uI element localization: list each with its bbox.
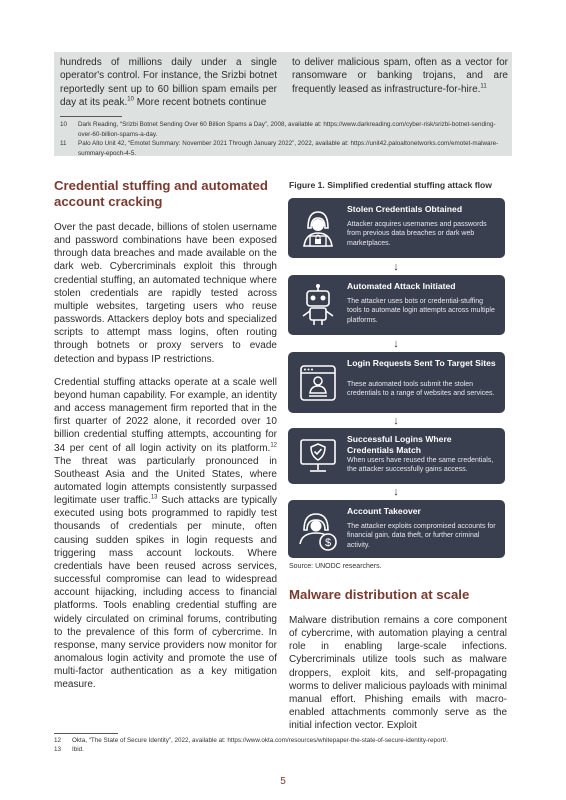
down-arrow-icon: ↓: [393, 338, 399, 350]
flow-step-description: When users have reused the same credentials, the attacker successfully gains access.: [347, 457, 494, 474]
footnote-text: Dark Reading, “Srizbi Botnet Sending Over 60 Billion Spams a Day”, 2008, available at: https://www.darkreading.com/cyber-risk/srizbi-botnet-sending-over-60-billion-spams-a-day.: [78, 121, 496, 138]
section-heading-credential-stuffing: Credential stuffing and automated account cracking: [54, 178, 268, 209]
paragraph: Malware distribution remains a core component of cybercrime, with automation playing a central role in enabling large-scale infections. Cybercriminals utilize tools such as malware droppers, exploit kits, and self-propagating worms to deliver malicious payloads with minimal manual effort. Phishing emails with macro-enabled attachments commonly serve as the initial infection vector. Exploit: [289, 615, 507, 732]
flow-step-4: [288, 428, 505, 484]
paragraph-part: The threat was particularly pronounced in Southeast Asia and the United States, where automated login attempts consistently surpassed legitimate user traffic.: [54, 455, 277, 507]
footnote-text: Okta, “The State of Secure Identity”, 2022, available at: https://www.okta.com/resources/whitepaper-the-state-of-secure-identity-report/.: [72, 737, 448, 744]
footnote: [60, 139, 508, 158]
down-arrow-icon: ↓: [393, 415, 399, 427]
flow-step-title: Successful Logins Where Credentials Match: [347, 434, 452, 455]
flow-step-title: Login Requests Sent To Target Sites: [347, 358, 496, 368]
robot-icon: [296, 283, 340, 327]
section2-body: [289, 614, 507, 742]
footnote: [54, 736, 514, 745]
shield-check-monitor-icon: [296, 434, 340, 478]
band-footnotes: [60, 120, 508, 158]
footnote-ref-12[interactable]: 12: [270, 442, 277, 449]
previous-section-band: [54, 52, 512, 156]
flow-step-1: [288, 198, 505, 258]
footnote-divider: [54, 733, 118, 734]
down-arrow-icon: ↓: [393, 486, 399, 498]
band-right-body: to deliver malicious spam, often as a vector for ransomware or banking trojans, and are frequently leased as infrastructure-for-hire.: [292, 57, 508, 95]
footnote: [60, 120, 508, 139]
flow-step-title: Stolen Credentials Obtained: [347, 204, 463, 214]
flow-step-3: [288, 352, 505, 413]
footnote-number: 13: [54, 746, 62, 754]
login-window-icon: [296, 361, 340, 405]
band-left-tail: More recent botnets continue: [133, 97, 267, 109]
band-right-text: [292, 56, 508, 96]
footnote-ref-13[interactable]: 13: [150, 494, 158, 501]
flow-step-title: Account Takeover: [347, 506, 421, 516]
hacker-laptop-icon: [296, 206, 340, 250]
hacker-money-icon: [296, 508, 340, 552]
flow-step-5: [288, 500, 505, 558]
page-number: 5: [280, 776, 286, 787]
section-heading-malware-distribution: Malware distribution at scale: [289, 587, 470, 602]
footnote: [54, 745, 514, 754]
paragraph-part: Credential stuffing attacks operate at a scale well beyond human capability. For example, an identity and access management firm reported that in the first quarter of 2022 alone, it recorded over 10 billion credential stuffing attempts, accounting for 34 per cent of all login activity on its platform.: [54, 376, 277, 454]
footnote-ref-11[interactable]: 11: [480, 83, 487, 90]
flow-step-title: Automated Attack Initiated: [347, 281, 456, 291]
flow-step-description: These automated tools submit the stolen credentials to a range of websites and services.: [347, 381, 495, 398]
footnote-text: Palo Alto Unit 42, “Emotet Summary: November 2021 Through January 2022”, 2022, available at: https://unit42.paloaltonetworks.com/emotet-malware-summary-epoch-4-5.: [78, 140, 499, 157]
flow-step-2: [288, 275, 505, 335]
footnote-number: 10: [60, 121, 68, 128]
footnote-divider: [60, 116, 122, 117]
flow-step-description: The attacker exploits compromised accounts for financial gain, data theft, or further criminal activity.: [347, 523, 496, 549]
paragraph: [54, 376, 277, 692]
figure-title: Figure 1. Simplified credential stuffing attack flow: [289, 180, 492, 190]
section1-body: [54, 221, 277, 701]
svg-text:$: $: [324, 537, 332, 549]
footnote-text: Ibid.: [72, 746, 84, 754]
down-arrow-icon: ↓: [393, 261, 399, 273]
flow-step-description: Attacker acquires usernames and passwords from previous data breaches or dark web marketplaces.: [347, 221, 487, 247]
flow-step-description: The attacker uses bots or credential-stuffing tools to automate login attempts across multiple platforms.: [347, 298, 495, 324]
figure-source: Source: UNODC researchers.: [289, 563, 382, 570]
footnote-ref-10[interactable]: 10: [127, 96, 134, 103]
footnote-number: 12: [54, 737, 62, 744]
band-left-body: hundreds of millions daily under a single operator's control. For instance, the Srizbi botnet reportedly sent up to 60 billion spam emails per day at its peak.: [60, 57, 277, 109]
page-footnotes: [54, 736, 514, 755]
paragraph: Over the past decade, billions of stolen username and password combinations have been exposed through data breaches and made available on the dark web. Cybercriminals exploit this through credential stuffing, an automated technique where stolen credentials are rapidly tested across multiple websites, targeting users who reuse passwords. Attackers deploy bots and specialized scripts to attempt mass logins, often routing through botnets or proxy servers to evade detection and bypass IP restrictions.: [54, 222, 277, 365]
paragraph-part: Such attacks are typically executed using bots programmed to rapidly test thousands of credentials per minute, often causing sudden spikes in login requests and triggering mass account lockouts. Where credentials have been reused across services, successful compromise can lead to widespread account hijacking, including access to financial platforms. Tools enabling credential stuffing are widely circulated on criminal forums, contributing to the prevalence of this form of cybercrime. In response, many service providers now monitor for anomalous login activity and promote the use of multi-factor authentication as a key mitigation measure.: [54, 495, 278, 691]
footnote-number: 11: [60, 140, 67, 148]
band-left-text: [60, 56, 277, 110]
